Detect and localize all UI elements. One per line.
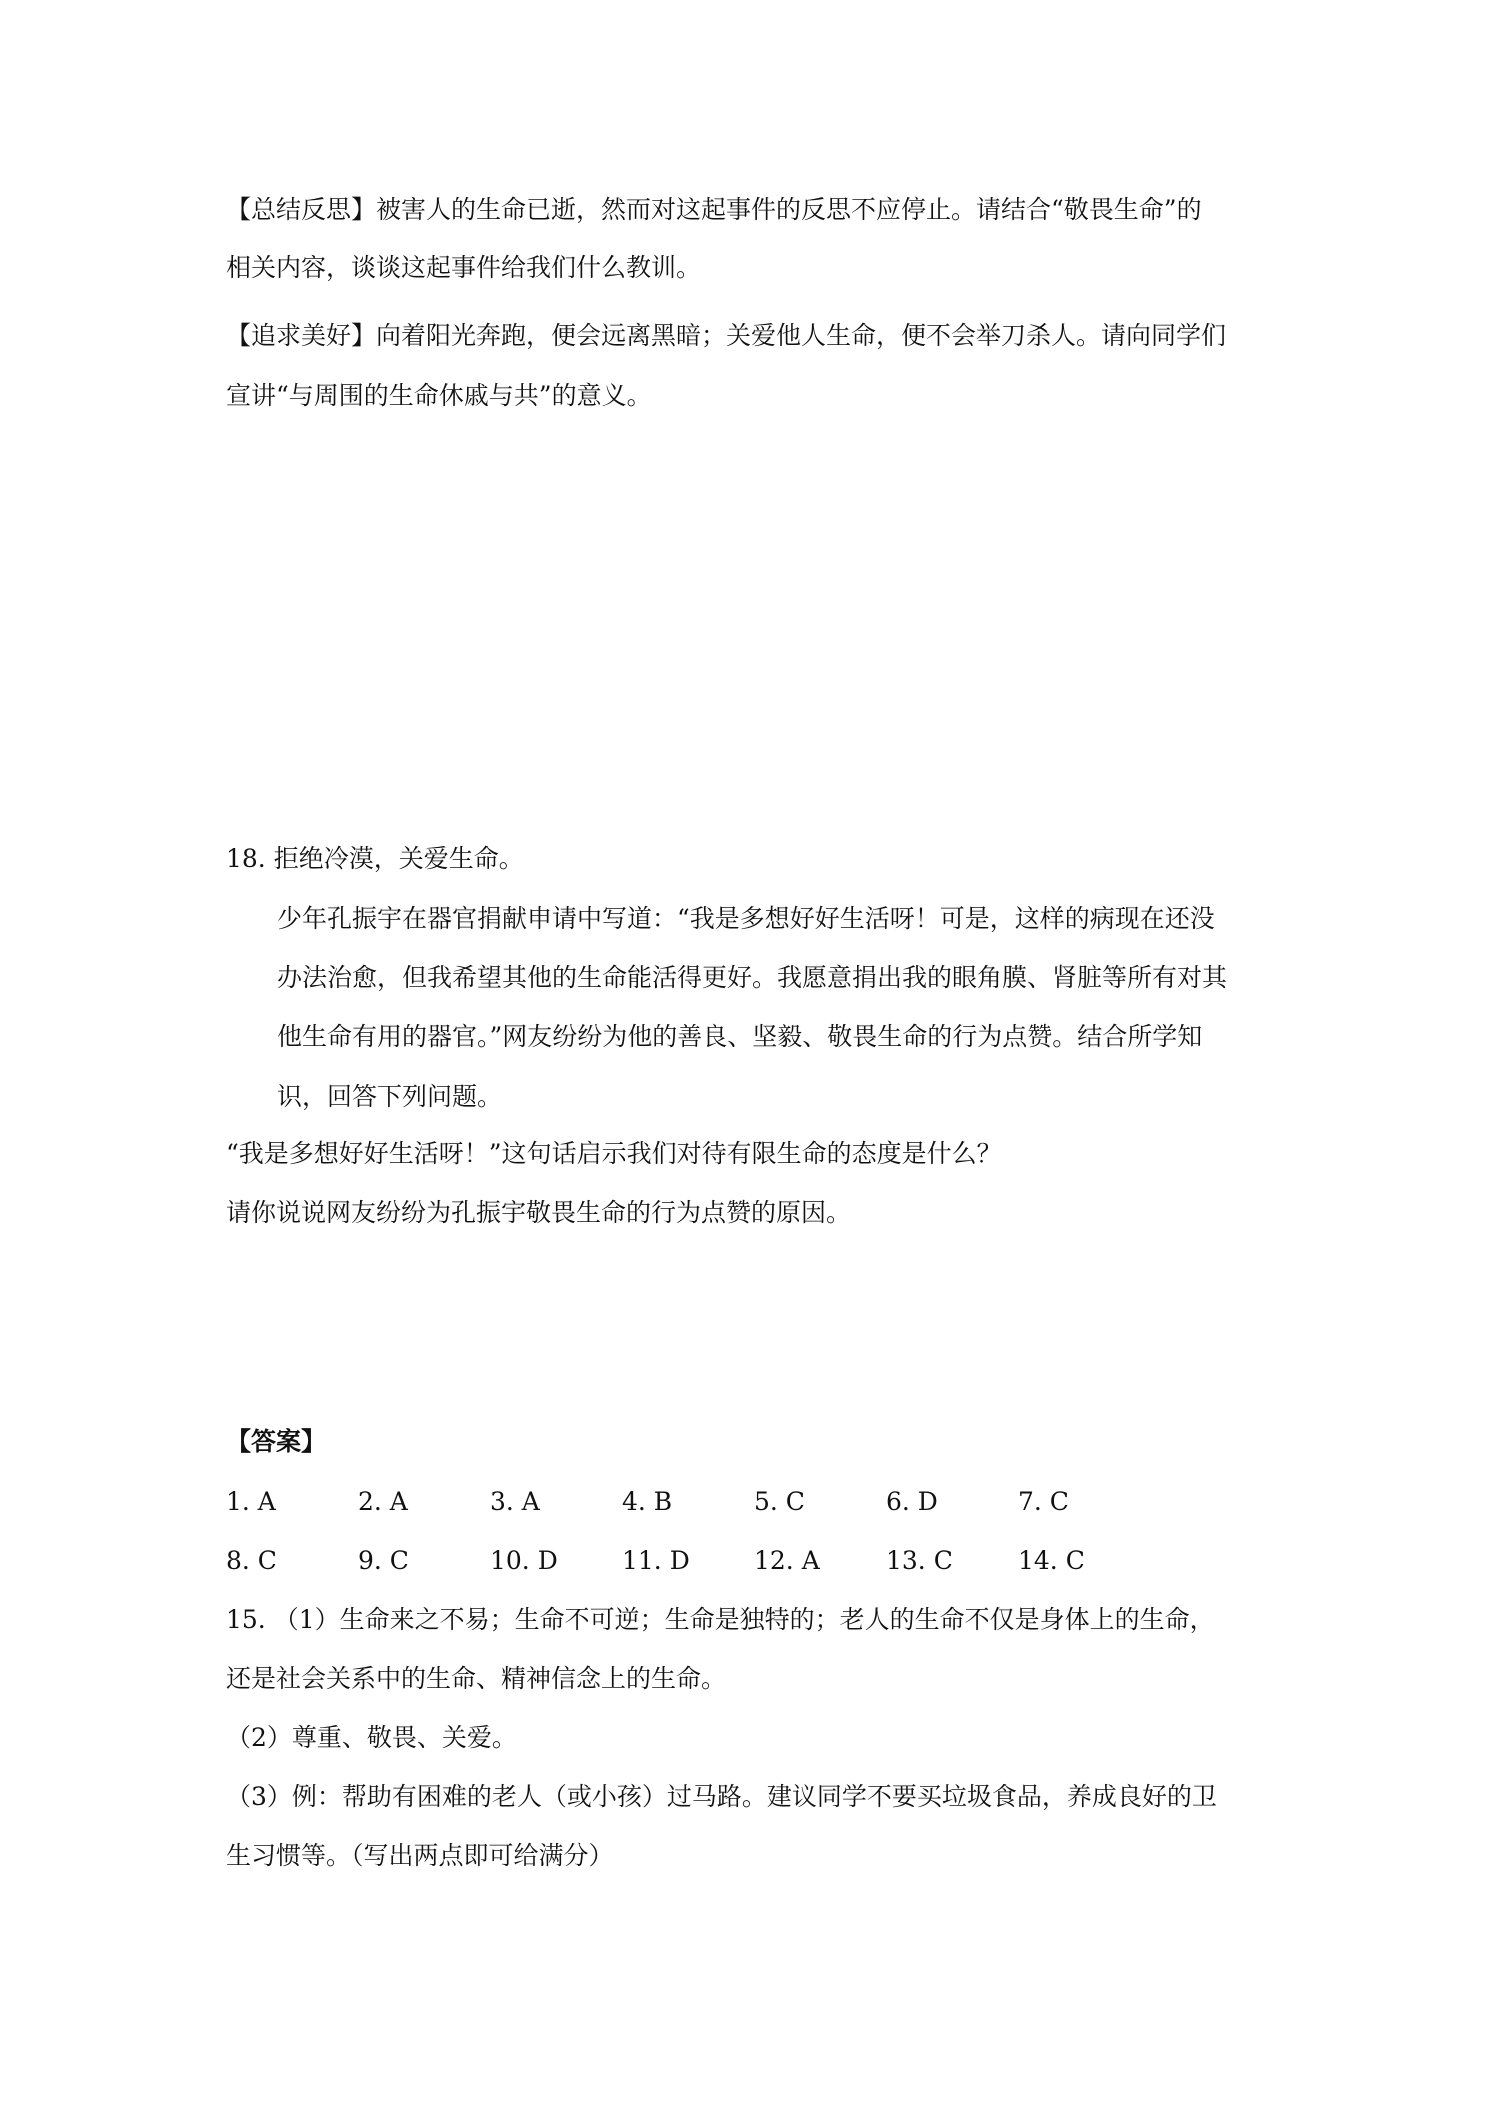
question-18-para-3: 他生命有用的器官。”网友纷纷为他的善良、坚毅、敬畏生命的行为点赞。结合所学知 bbox=[277, 1022, 1203, 1051]
answer-item: 10. D bbox=[490, 1546, 558, 1575]
summary-line-2: 相关内容，谈谈这起事件给我们什么教训。 bbox=[226, 253, 702, 282]
answer-item: 7. C bbox=[1018, 1487, 1069, 1516]
answer-15-part-3-line-1: （3）例：帮助有困难的老人（或小孩）过马路。建议同学不要买垃圾食品，养成良好的卫 bbox=[226, 1782, 1217, 1811]
answer-15-part-3-line-2: 生习惯等。（写出两点即可给满分） bbox=[226, 1841, 614, 1870]
answer-item: 6. D bbox=[886, 1487, 938, 1516]
answer-15-line-2: 还是社会关系中的生命、精神信念上的生命。 bbox=[226, 1664, 727, 1693]
summary-line-1: 【总结反思】被害人的生命已逝，然而对这起事件的反思不应停止。请结合“敬畏生命”的 bbox=[226, 195, 1202, 224]
pursue-line-2: 宣讲“与周围的生命休戚与共”的意义。 bbox=[226, 381, 652, 410]
answer-15-line-1: 15. （1）生命来之不易；生命不可逆；生命是独特的；老人的生命不仅是身体上的生命， bbox=[226, 1605, 1215, 1634]
answer-item: 11. D bbox=[622, 1546, 690, 1575]
answer-item: 3. A bbox=[490, 1487, 540, 1516]
answers-heading: 【答案】 bbox=[226, 1427, 327, 1456]
question-18-sub-1: “我是多想好好生活呀！”这句话启示我们对待有限生命的态度是什么？ bbox=[226, 1139, 1002, 1168]
answer-item: 8. C bbox=[226, 1546, 277, 1575]
answer-15-part-2: （2）尊重、敬畏、关爱。 bbox=[226, 1723, 517, 1752]
answer-item: 9. C bbox=[358, 1546, 409, 1575]
question-18-para-1: 少年孔振宇在器官捐献申请中写道：“我是多想好好生活呀！可是，这样的病现在还没 bbox=[277, 904, 1215, 933]
answer-item: 1. A bbox=[226, 1487, 276, 1516]
question-18-para-4: 识，回答下列问题。 bbox=[277, 1082, 503, 1111]
answer-item: 12. A bbox=[754, 1546, 820, 1575]
question-18-para-2: 办法治愈，但我希望其他的生命能活得更好。我愿意捐出我的眼角膜、肾脏等所有对其 bbox=[277, 963, 1228, 992]
question-18-title: 18. 拒绝冷漠，关爱生命。 bbox=[226, 844, 524, 873]
question-18-sub-2: 请你说说网友纷纷为孔振宇敬畏生命的行为点赞的原因。 bbox=[226, 1198, 852, 1227]
answer-item: 13. C bbox=[886, 1546, 953, 1575]
answer-item: 2. A bbox=[358, 1487, 408, 1516]
answer-item: 4. B bbox=[622, 1487, 673, 1516]
pursue-line-1: 【追求美好】向着阳光奔跑，便会远离黑暗；关爱他人生命，便不会举刀杀人。请向同学们 bbox=[226, 321, 1227, 350]
answer-item: 5. C bbox=[754, 1487, 805, 1516]
answer-item: 14. C bbox=[1018, 1546, 1085, 1575]
